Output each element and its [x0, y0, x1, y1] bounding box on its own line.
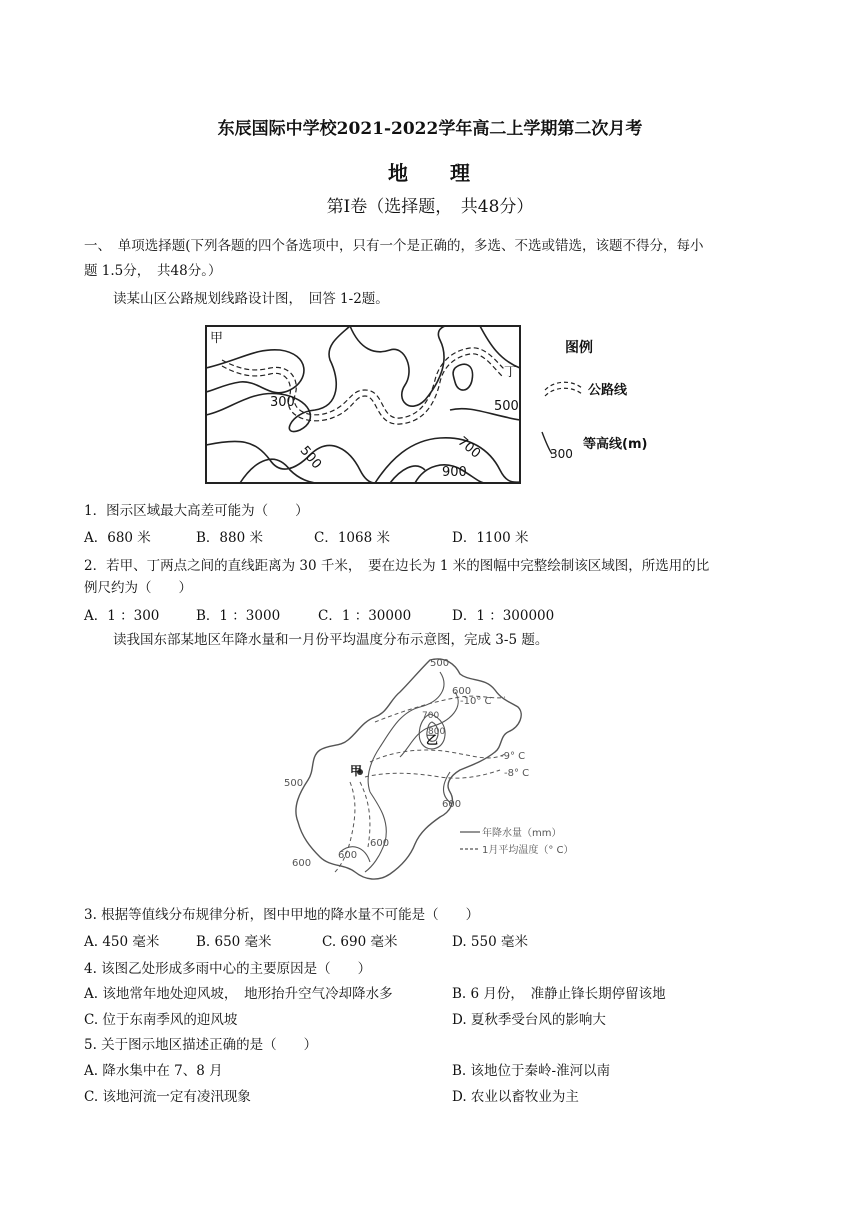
q3-option-b[interactable]: B. 650 毫米 [196, 934, 272, 950]
label-ding: 丁 [504, 365, 518, 380]
precipitation-temperature-map [280, 652, 600, 890]
subject-title [0, 157, 860, 186]
rain-label-7: 600 [370, 838, 390, 849]
contour-label-2: 500 [494, 399, 519, 414]
q4-stem: 4. 该图乙处形成多雨中心的主要原因是（ ） [84, 961, 372, 977]
legend-title: 图例 [565, 340, 593, 356]
q1-option-d[interactable]: D．1100 米 [452, 530, 529, 546]
section-heading: 第Ⅰ卷（选择题， 共48分） [326, 197, 534, 217]
q5-option-d[interactable]: D. 农业以畜牧业为主 [452, 1089, 579, 1105]
q3-option-c[interactable]: C. 690 毫米 [322, 934, 398, 950]
rain-label-2: 600 [452, 686, 472, 697]
contour-road-map [200, 320, 660, 492]
instructions-line-1: 一、 单项选择题(下列各题的四个备选项中，只有一个是正确的，多选、不选或错选，该题不得分，每小 [84, 238, 704, 254]
q5-stem: 5. 关于图示地区描述正确的是（ ） [84, 1037, 318, 1053]
legend-rain: 年降水量（mm） [482, 828, 562, 839]
q1-option-c[interactable]: C．1068 米 [314, 530, 390, 546]
rain-label-3: 700 [422, 711, 440, 721]
rain-label-4: 800 [428, 727, 446, 737]
intro-q1-2: 读某山区公路规划线路设计图， 回答 1-2题。 [113, 291, 389, 307]
contour-label-5: 900 [442, 465, 467, 480]
q3-option-d[interactable]: D. 550 毫米 [452, 934, 528, 950]
map2-label-jia: 甲 [350, 764, 363, 778]
legend-contour: 等高线(m) [583, 437, 648, 452]
q4-option-b[interactable]: B. 6 月份， 准静止锋长期停留该地 [452, 986, 666, 1002]
rain-label-9: 600 [292, 858, 312, 869]
subject-char-2: 理 [450, 161, 472, 185]
q2-option-c[interactable]: C．1 ：30000 [318, 608, 412, 624]
rain-label-6: 600 [442, 799, 462, 810]
contour-label-3: 500 [296, 443, 325, 473]
q4-option-d[interactable]: D. 夏秋季受台风的影响大 [452, 1012, 606, 1028]
q3-stem: 3. 根据等值线分布规律分析，图中甲地的降水量不可能是（ ） [84, 907, 480, 923]
q4-option-a[interactable]: A. 该地常年地处迎风坡， 地形抬升空气冷却降水多 [84, 986, 393, 1002]
contour-label-4: 700 [454, 434, 484, 462]
q2-stem-line-2: 例尺约为（ ） [84, 580, 192, 596]
q5-option-c[interactable]: C. 该地河流一定有凌汛现象 [84, 1089, 251, 1105]
q4-option-c[interactable]: C. 位于东南季风的迎风坡 [84, 1012, 238, 1028]
contour-label-1: 300 [270, 395, 295, 410]
q1-stem: 1．图示区域最大高差可能为（ ） [84, 503, 309, 519]
q2-option-d[interactable]: D．1 ：300000 [452, 608, 555, 624]
legend-road: 公路线 [588, 383, 628, 398]
rain-label-8: 600 [338, 850, 358, 861]
q3-option-a[interactable]: A. 450 毫米 [84, 934, 160, 950]
q2-option-b[interactable]: B．1 ：3000 [196, 608, 281, 624]
q1-option-a[interactable]: A．680 米 [84, 530, 151, 546]
intro-q3-5: 读我国东部某地区年降水量和一月份平均温度分布示意图，完成 3-5 题。 [113, 632, 549, 648]
legend-temp: 1月平均温度（° C） [482, 845, 574, 856]
q5-option-a[interactable]: A. 降水集中在 7、8 月 [84, 1063, 223, 1079]
exam-title: 东辰国际中学校2021-2022学年高二上学期第二次月考 [217, 119, 643, 139]
q5-option-b[interactable]: B. 该地位于秦岭-淮河以南 [452, 1063, 611, 1079]
q2-option-a[interactable]: A．1 ：300 [84, 608, 160, 624]
rain-label-5: 500 [284, 778, 304, 789]
map2-label-yi: 乙 [426, 733, 439, 747]
label-jia: 甲 [210, 331, 224, 346]
legend-contour-value: 300 [550, 447, 573, 461]
q1-option-b[interactable]: B．880 米 [196, 530, 263, 546]
temp-label-3: -8° C [504, 768, 530, 779]
subject-char-1: 地 [388, 161, 410, 185]
instructions-line-2: 题 1.5分， 共48分。） [84, 263, 222, 279]
temp-label-2: -9° C [500, 751, 526, 762]
rain-label-1: 500 [430, 658, 450, 669]
temp-label-1: -10° C [460, 696, 492, 707]
q2-stem-line-1: 2．若甲、丁两点之间的直线距离为 30 千米， 要在边长为 1 米的图幅中完整绘制该区域图，所选用的比 [84, 558, 710, 574]
